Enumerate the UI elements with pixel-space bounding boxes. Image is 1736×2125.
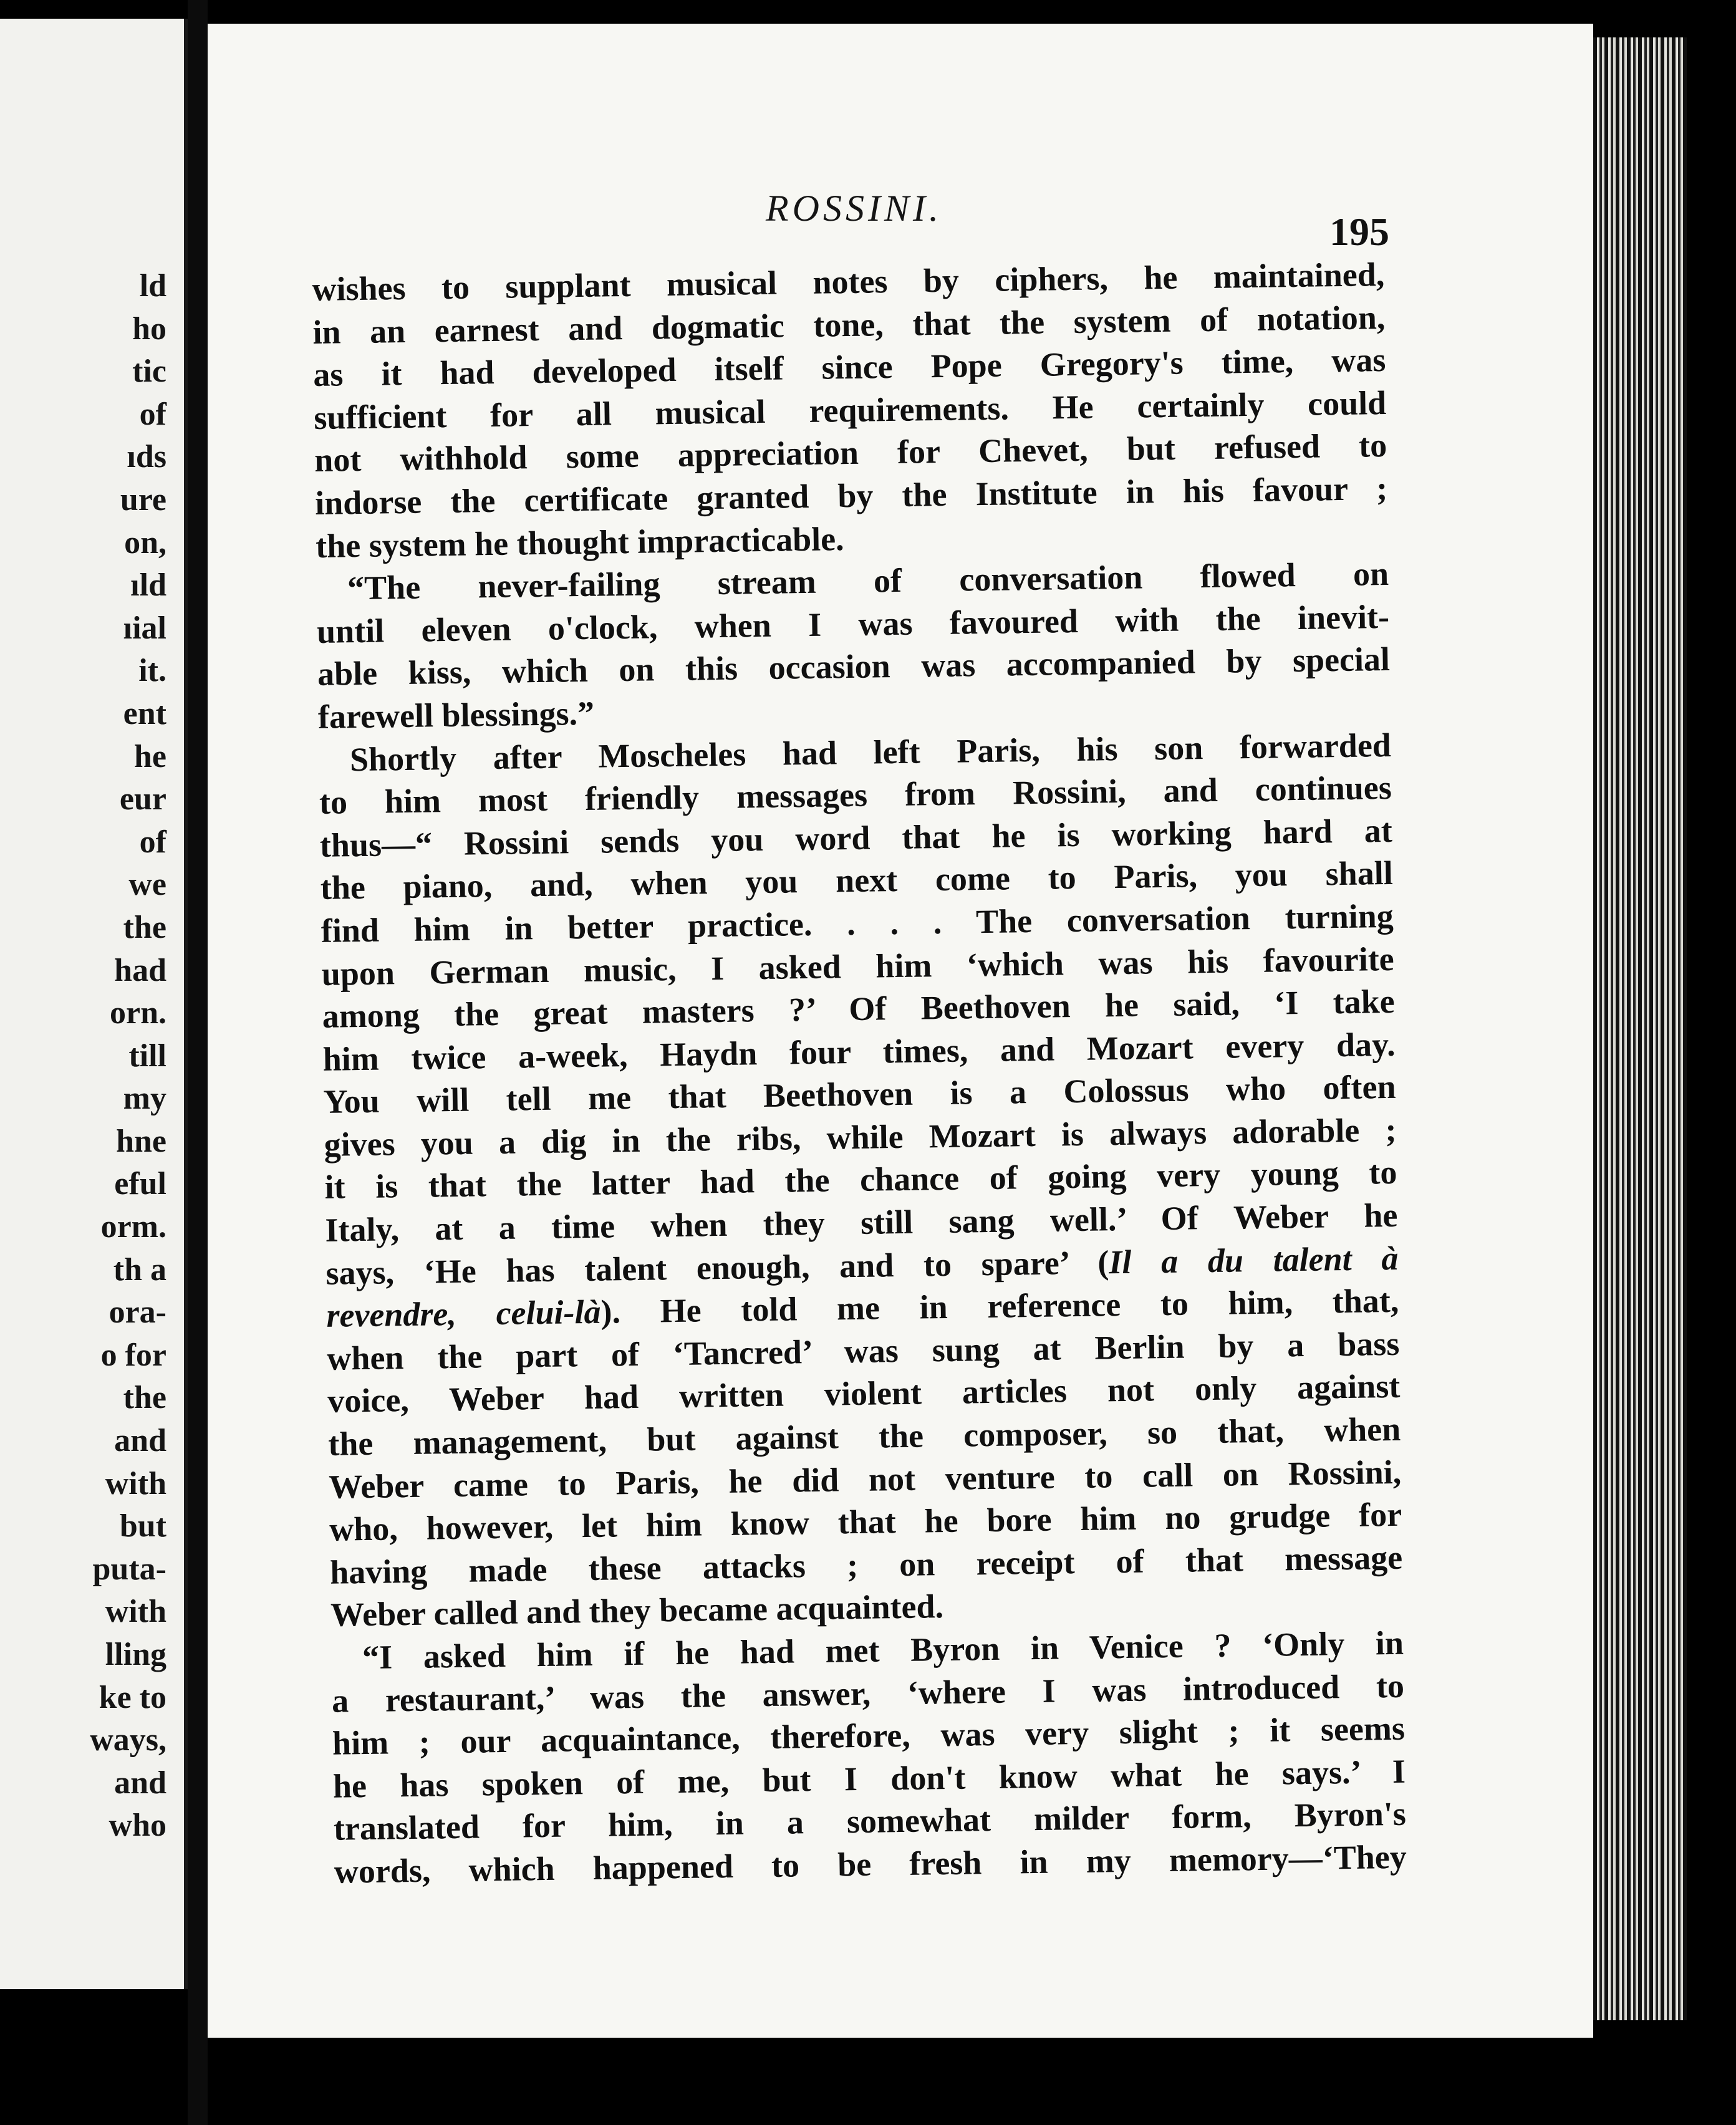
left-fragment: ent bbox=[123, 695, 166, 731]
left-fragment: of bbox=[139, 824, 166, 860]
text-line: not withhold some appreciation for Chevet, but refused to bbox=[314, 426, 1387, 479]
text-line: among the great masters ?’ Of Beethoven he said, ‘I take bbox=[322, 982, 1396, 1035]
text-run: ). He told me in reference to him, that, bbox=[600, 1282, 1399, 1331]
text-line: words, which happened to be fresh in my memory—‘They bbox=[334, 1838, 1407, 1891]
italic-phrase: revendre, celui-là bbox=[326, 1293, 601, 1335]
text-line: translated for him, in a somewhat milder form, Byron's bbox=[333, 1795, 1407, 1848]
paragraph bbox=[331, 1622, 1407, 1894]
left-fragment: with bbox=[105, 1594, 166, 1630]
left-fragment: of bbox=[139, 396, 166, 432]
text-line: as it had developed itself since Pope Gregory's time, was bbox=[312, 341, 1386, 394]
left-fragment: ıld bbox=[130, 567, 166, 604]
text-line: he has spoken of me, but I don't know what he says.’ I bbox=[332, 1752, 1406, 1805]
text-line: find him in better practice. . . . The conversation turning bbox=[321, 897, 1394, 950]
text-line: the management, but against the composer, so that, when bbox=[327, 1410, 1401, 1463]
left-fragment: on, bbox=[124, 524, 166, 561]
italic-phrase: Il a du talent à bbox=[1108, 1239, 1399, 1281]
left-fragment: had bbox=[114, 952, 166, 988]
text-line: indorse the certificate granted by the Institute in his favour ; bbox=[314, 469, 1388, 522]
text-line: Weber called and they became acquainted. bbox=[330, 1588, 944, 1634]
text-line: when the part of ‘Tancred’ was sung at Berlin by a bass bbox=[326, 1324, 1400, 1377]
left-fragment: and bbox=[114, 1765, 166, 1801]
text-line: until eleven o'clock, when I was favoured with the inevit- bbox=[316, 597, 1390, 650]
left-fragment: ways, bbox=[90, 1722, 166, 1758]
left-page-text-fragments bbox=[90, 265, 166, 1848]
left-fragment: with bbox=[105, 1465, 166, 1501]
left-fragment: my bbox=[123, 1081, 166, 1117]
left-fragment: and bbox=[114, 1423, 166, 1459]
text-line: “I asked him if he had met Byron in Venice ? ‘Only in bbox=[362, 1624, 1404, 1677]
left-fragment: who bbox=[109, 1808, 166, 1844]
text-run: says, ‘He has talent enough, and to spare’ ( bbox=[326, 1243, 1109, 1292]
text-line: Italy, at a time when they still sang well.’ Of Weber he bbox=[325, 1196, 1398, 1249]
left-fragment: hne bbox=[116, 1123, 166, 1159]
text-line: able kiss, which on this occasion was accompanied by special bbox=[317, 640, 1391, 693]
text-line: Shortly after Moscheles had left Paris, his son forwarded bbox=[349, 726, 1392, 778]
left-fragment: o for bbox=[100, 1337, 166, 1373]
left-fragment: th a bbox=[113, 1251, 166, 1288]
left-fragment: ıial bbox=[123, 610, 166, 646]
left-fragment: the bbox=[123, 1380, 166, 1416]
text-line: thus—“ Rossini sends you word that he is working hard at bbox=[319, 811, 1393, 864]
text-line: gives you a dig in the ribs, while Mozart is always adorable ; bbox=[324, 1111, 1397, 1164]
left-fragment: ke to bbox=[99, 1679, 166, 1715]
text-line: him twice a-week, Haydn four times, and Mozart every day. bbox=[322, 1025, 1396, 1078]
text-line: farewell blessings.” bbox=[317, 694, 595, 736]
left-fragment: eful bbox=[114, 1166, 166, 1202]
text-line: it is that the latter had the chance of going very young to bbox=[324, 1154, 1397, 1207]
text-line: sufficient for all musical requirements. He certainly could bbox=[313, 383, 1387, 436]
text-line: having made these attacks ; on receipt of that message bbox=[329, 1538, 1403, 1591]
text-line: wishes to supplant musical notes by ciphers, he maintained, bbox=[312, 255, 1385, 308]
paragraph bbox=[312, 253, 1389, 567]
left-fragment: the bbox=[123, 909, 166, 945]
text-line: a restaurant,’ was the answer, ‘where I was introduced to bbox=[331, 1667, 1405, 1720]
running-head: ROSSINI. bbox=[766, 188, 942, 229]
left-fragment: orm. bbox=[100, 1209, 166, 1245]
paragraph bbox=[319, 723, 1404, 1636]
text-line: to him most friendly messages from Rossini, and continues bbox=[319, 769, 1392, 822]
left-fragment: eur bbox=[119, 781, 166, 817]
text-line: him ; our acquaintance, therefore, was very slight ; it seems bbox=[332, 1709, 1406, 1762]
text-line: in an earnest and dogmatic tone, that the system of notation, bbox=[312, 298, 1386, 351]
left-fragment: ure bbox=[120, 481, 166, 518]
paragraph bbox=[316, 552, 1391, 738]
left-fragment: it. bbox=[138, 653, 166, 689]
left-fragment: he bbox=[134, 738, 166, 774]
left-fragment: but bbox=[119, 1508, 166, 1544]
page-edges bbox=[1593, 37, 1687, 2020]
left-facing-page bbox=[0, 19, 188, 1989]
left-fragment: ho bbox=[132, 311, 166, 347]
text-line: the piano, and, when you next come to Paris, you shall bbox=[320, 854, 1394, 907]
page-number: 195 bbox=[1329, 210, 1389, 254]
left-fragment: we bbox=[128, 867, 166, 903]
left-fragment: ld bbox=[139, 268, 166, 304]
left-fragment: tic bbox=[132, 354, 166, 390]
text-line: who, however, let him know that he bore him no grudge for bbox=[329, 1496, 1402, 1549]
text-line: Weber came to Paris, he did not venture to call on Rossini, bbox=[328, 1453, 1402, 1506]
text-line: You will tell me that Beethoven is a Colossus who often bbox=[323, 1068, 1396, 1121]
left-fragment: puta- bbox=[92, 1551, 166, 1587]
left-fragment: orn. bbox=[110, 995, 166, 1031]
left-fragment: till bbox=[128, 1038, 166, 1074]
body-text bbox=[312, 253, 1407, 1893]
text-line: “The never-failing stream of conversation flowed on bbox=[347, 555, 1389, 607]
left-fragment: ora- bbox=[109, 1294, 166, 1331]
book-gutter bbox=[188, 0, 208, 2125]
left-fragment: ıds bbox=[127, 439, 166, 475]
text-line: the system he thought impracticable. bbox=[315, 519, 844, 565]
left-fragment: lling bbox=[105, 1637, 166, 1672]
text-line: upon German music, I asked him ‘which was his favourite bbox=[321, 940, 1395, 993]
text-line: voice, Weber had written violent articles not only against bbox=[327, 1367, 1401, 1420]
